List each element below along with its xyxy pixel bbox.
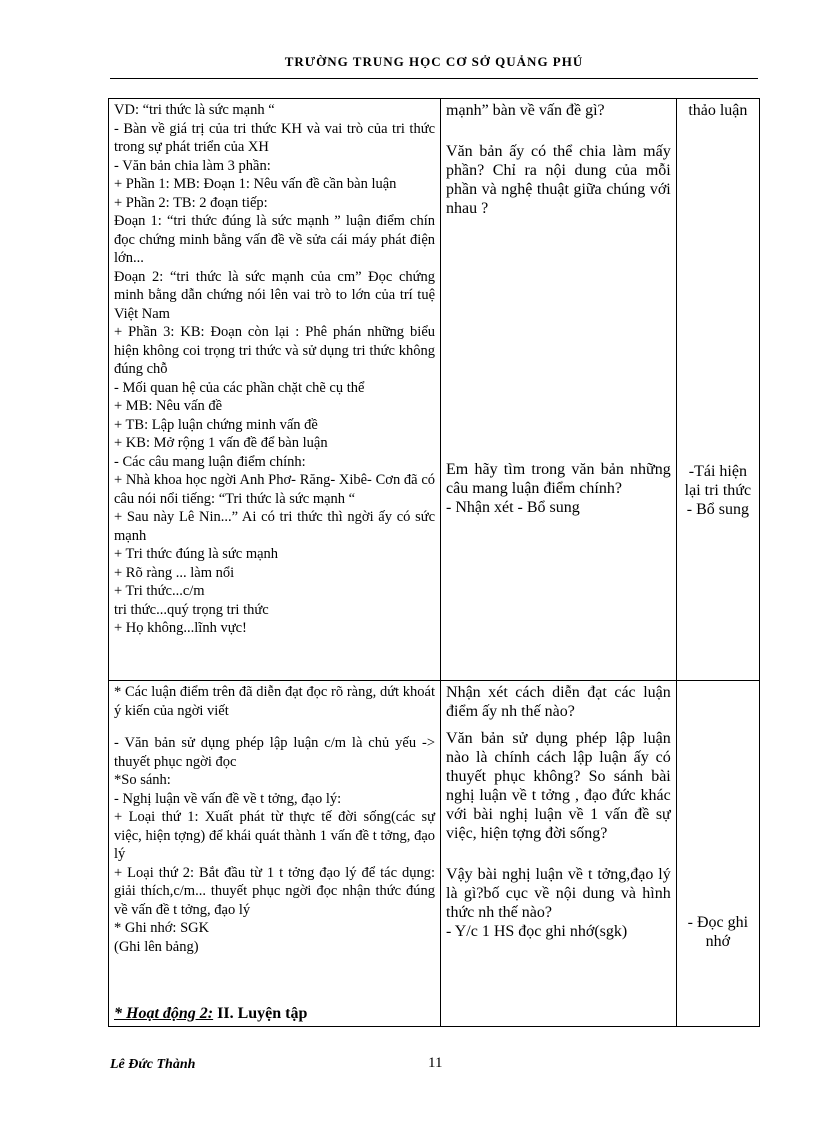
text-line: * Các luận điểm trên đã diễn đạt đọc rõ ràng, dứt khoát ý kiến của ngời viết	[114, 684, 436, 719]
text-line: (Ghi lên bảng)	[114, 938, 199, 955]
blank-line	[114, 720, 435, 734]
activity-text: - Đọc ghi nhớ	[687, 914, 749, 950]
question-text: Văn bản sử dụng phép lập luận nào là chính cách lập luận ấy có thuyết phục không? So sánh bài nghị luận về t tởng , đạo đức khác với bài nghị luận về 1 vấn đề sự việc, hiện tợng đời sống?	[446, 730, 671, 842]
text-line: Đoạn 2: “tri thức là sức mạnh của cm” Đọc chứng minh bằng dẫn chứng nói lên vai trò to lớn của trí tuệ Việt Nam	[114, 268, 436, 322]
text-line: - Các câu mang luận điểm chính:	[114, 453, 306, 470]
text-line: * Ghi nhớ: SGK	[114, 920, 210, 936]
text-line: + Phần 2: TB: 2 đoạn tiếp:	[114, 194, 268, 211]
text-line: + Phần 1: MB: Đoạn 1: Nêu vấn đề cần bàn luận	[114, 176, 397, 192]
text-line: + Phần 3: KB: Đoạn còn lại : Phê phán những biểu hiện không coi trọng tri thức và sử dụng tri thức không đúng chỗ	[114, 324, 436, 377]
text-line: - Nghị luận về vấn đề về t tởng, đạo lý:	[114, 790, 342, 807]
question-text: - Y/c 1 HS đọc ghi nhớ(sgk)	[446, 923, 628, 940]
text-line: + Tri thức đúng là sức mạnh	[114, 546, 279, 562]
table-row	[109, 99, 760, 681]
activity-text: -Tái hiện lại tri thức	[684, 463, 752, 499]
activity-heading	[114, 1005, 307, 1024]
content-cell	[109, 99, 441, 681]
text-line: + KB: Mở rộng 1 vấn đề để bàn luận	[114, 435, 328, 451]
text-line: + Rõ ràng ... làm nổi	[114, 564, 235, 581]
question-text: Văn bản ấy có thể chia làm mấy phần? Chỉ ra nội dung của mỗi phần và nghệ thuật giữa chúng với nhau ?	[446, 143, 671, 217]
question-cell	[441, 681, 677, 1027]
text-line: VD: “tri thức là sức mạnh “	[114, 102, 275, 118]
text-line: + Loại thứ 2: Bắt đầu từ 1 t tởng đạo lý để tác dụng: giải thích,c/m... thuyết phục ngời đọc nhận thức đúng về vấn đề t tởng, đạo lý	[114, 864, 436, 918]
text-line: *So sánh:	[114, 772, 171, 788]
school-name: TRƯỜNG TRUNG HỌC CƠ SỞ QUẢNG PHÚ	[284, 54, 584, 68]
text-line: - Văn bản sử dụng phép lập luận c/m là chủ yếu -> thuyết phục ngời đọc	[114, 735, 436, 770]
question-cell	[441, 99, 677, 681]
lesson-table	[108, 98, 760, 1027]
question-text: Em hãy tìm trong văn bản những câu mang luận điểm chính?	[446, 461, 671, 497]
question-text: Nhận xét cách diễn đạt các luận điểm ấy nh thế nào?	[446, 684, 671, 720]
author-name: Lê Đức Thành	[110, 1057, 196, 1072]
text-line: + Họ không...lĩnh vực!	[114, 620, 247, 636]
activity-cell	[676, 99, 759, 681]
page-header	[110, 52, 758, 79]
question-text: - Nhận xét - Bổ sung	[446, 499, 580, 516]
activity-cell	[676, 681, 759, 1027]
text-line: - Mối quan hệ của các phần chặt chẽ cụ thể	[114, 379, 365, 396]
table-row	[109, 681, 760, 1027]
section-title: II. Luyện tập	[213, 1004, 308, 1022]
text-line: + Sau này Lê Nin...” Ai có tri thức thì ngời ấy có sức mạnh	[114, 509, 436, 544]
activity-label: * Hoạt động 2:	[114, 1004, 214, 1022]
text-line: - Văn bản chia làm 3 phần:	[114, 157, 271, 174]
text-line: Đoạn 1: “tri thức đúng là sức mạnh ” luận điểm chín đọc chứng minh bằng vấn đề về sửa cái máy phát điện lớn...	[114, 213, 436, 266]
page-number: 11	[428, 1055, 443, 1071]
text-line: tri thức...quý trọng tri thức	[114, 601, 269, 618]
text-line: - Bàn về giá trị của tri thức KH và vai trò của tri thức trong sự phát triển của XH	[114, 120, 436, 155]
activity-text: - Bổ sung	[686, 501, 749, 518]
question-text: Vậy bài nghị luận về t tởng,đạo lý là gì?bố cục về nội dung và hình thức nh thế nào?	[446, 866, 671, 921]
content-cell	[109, 681, 441, 1027]
text-line: + TB: Lập luận chứng minh vấn đề	[114, 416, 318, 433]
text-line: + MB: Nêu vấn đề	[114, 398, 223, 414]
text-line: + Nhà khoa học ngời Anh Phơ- Răng- Xibê- Cơn đã có câu nói nổi tiếng: “Tri thức là sức mạnh “	[114, 472, 436, 507]
question-text: mạnh” bàn về vấn đề gì?	[446, 102, 605, 119]
text-line: + Tri thức...c/m	[114, 583, 205, 599]
text-line: + Loại thứ 1: Xuất phát từ thực tế đời sống(các sự việc, hiện tợng) để khái quát thành 1 vấn đề t tởng, đạo lý	[114, 809, 436, 862]
activity-text: thảo luận	[688, 102, 748, 119]
